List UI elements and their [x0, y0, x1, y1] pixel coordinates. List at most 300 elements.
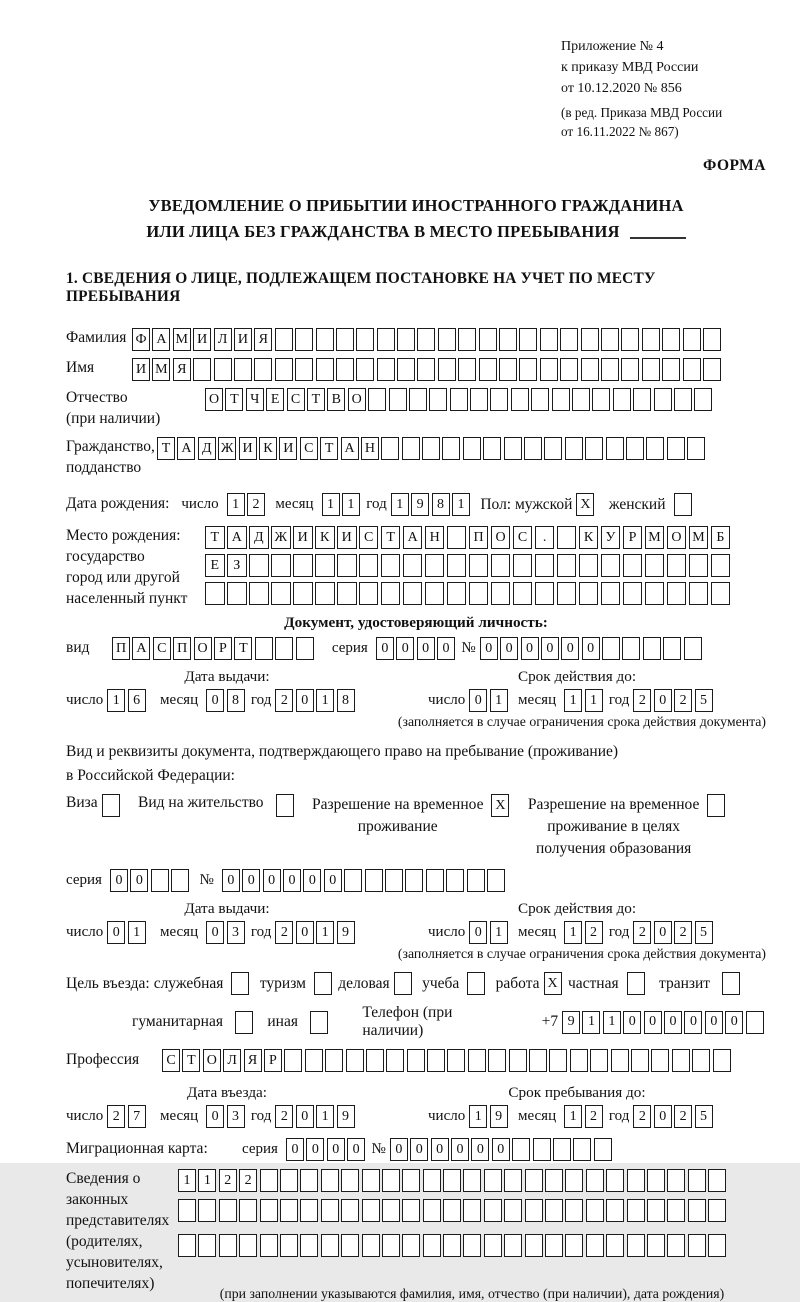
- char-cell[interactable]: [553, 1138, 571, 1161]
- char-cell[interactable]: Л: [214, 328, 232, 351]
- char-cell[interactable]: X: [544, 972, 562, 995]
- char-cell[interactable]: [490, 388, 508, 411]
- char-cell[interactable]: Т: [234, 637, 252, 660]
- char-cell[interactable]: [545, 1169, 563, 1192]
- char-cell[interactable]: [667, 1234, 685, 1257]
- char-cell[interactable]: П: [173, 637, 191, 660]
- char-cell[interactable]: [687, 437, 705, 460]
- char-cell[interactable]: 1: [128, 921, 146, 944]
- char-cell[interactable]: [151, 869, 169, 892]
- char-cell[interactable]: [529, 1049, 547, 1072]
- char-cell[interactable]: 5: [695, 1105, 713, 1128]
- char-cell[interactable]: [689, 554, 709, 577]
- char-cell[interactable]: [540, 358, 558, 381]
- char-cell[interactable]: [443, 1199, 461, 1222]
- char-cell[interactable]: [341, 1234, 359, 1257]
- char-cell[interactable]: [688, 1234, 706, 1257]
- char-cell[interactable]: 0: [206, 1105, 224, 1128]
- char-cell[interactable]: 0: [644, 1011, 662, 1034]
- char-cell[interactable]: 1: [342, 493, 360, 516]
- char-cell[interactable]: [651, 1049, 669, 1072]
- char-cell[interactable]: [557, 526, 577, 549]
- char-cell[interactable]: [581, 358, 599, 381]
- char-cell[interactable]: [362, 1169, 380, 1192]
- char-cell[interactable]: 3: [227, 1105, 245, 1128]
- char-cell[interactable]: [402, 1199, 420, 1222]
- char-cell[interactable]: 0: [206, 689, 224, 712]
- char-cell[interactable]: [365, 869, 383, 892]
- char-cell[interactable]: [672, 1049, 690, 1072]
- char-cell[interactable]: [525, 1199, 543, 1222]
- char-cell[interactable]: [512, 1138, 530, 1161]
- char-cell[interactable]: Н: [361, 437, 379, 460]
- char-cell[interactable]: 0: [130, 869, 148, 892]
- char-cell[interactable]: [535, 554, 555, 577]
- char-cell[interactable]: 0: [222, 869, 240, 892]
- char-cell[interactable]: [423, 1169, 441, 1192]
- char-cell[interactable]: [606, 1199, 624, 1222]
- char-cell[interactable]: [622, 637, 640, 660]
- char-cell[interactable]: [545, 1234, 563, 1257]
- char-cell[interactable]: [276, 794, 294, 817]
- char-cell[interactable]: [315, 582, 335, 605]
- char-cell[interactable]: 7: [128, 1105, 146, 1128]
- char-cell[interactable]: [711, 554, 731, 577]
- char-cell[interactable]: [271, 554, 291, 577]
- char-cell[interactable]: [295, 358, 313, 381]
- char-cell[interactable]: 0: [623, 1011, 641, 1034]
- char-cell[interactable]: Ф: [132, 328, 150, 351]
- char-cell[interactable]: О: [194, 637, 212, 660]
- char-cell[interactable]: [193, 358, 211, 381]
- char-cell[interactable]: [359, 582, 379, 605]
- char-cell[interactable]: [463, 1199, 481, 1222]
- char-cell[interactable]: З: [227, 554, 247, 577]
- char-cell[interactable]: 1: [564, 689, 582, 712]
- char-cell[interactable]: [249, 554, 269, 577]
- char-cell[interactable]: 5: [695, 921, 713, 944]
- char-cell[interactable]: [667, 437, 685, 460]
- char-cell[interactable]: [346, 1049, 364, 1072]
- char-cell[interactable]: [581, 328, 599, 351]
- char-cell[interactable]: [344, 869, 362, 892]
- char-cell[interactable]: М: [645, 526, 665, 549]
- char-cell[interactable]: М: [152, 358, 170, 381]
- char-cell[interactable]: [483, 437, 501, 460]
- char-cell[interactable]: [621, 358, 639, 381]
- char-cell[interactable]: [586, 1234, 604, 1257]
- char-cell[interactable]: 2: [674, 689, 692, 712]
- char-cell[interactable]: [447, 582, 467, 605]
- char-cell[interactable]: [102, 794, 120, 817]
- char-cell[interactable]: И: [193, 328, 211, 351]
- char-cell[interactable]: [362, 1234, 380, 1257]
- char-cell[interactable]: 2: [633, 1105, 651, 1128]
- char-cell[interactable]: [606, 1234, 624, 1257]
- char-cell[interactable]: [692, 1049, 710, 1072]
- char-cell[interactable]: 0: [306, 1138, 324, 1161]
- char-cell[interactable]: [621, 328, 639, 351]
- char-cell[interactable]: 0: [390, 1138, 408, 1161]
- char-cell[interactable]: [513, 582, 533, 605]
- char-cell[interactable]: 2: [633, 689, 651, 712]
- char-cell[interactable]: [708, 1234, 726, 1257]
- char-cell[interactable]: [407, 1049, 425, 1072]
- char-cell[interactable]: С: [359, 526, 379, 549]
- char-cell[interactable]: 2: [239, 1169, 257, 1192]
- char-cell[interactable]: О: [667, 526, 687, 549]
- char-cell[interactable]: 0: [296, 1105, 314, 1128]
- char-cell[interactable]: [443, 1234, 461, 1257]
- char-cell[interactable]: [249, 582, 269, 605]
- char-cell[interactable]: [467, 972, 485, 995]
- char-cell[interactable]: 0: [324, 869, 342, 892]
- char-cell[interactable]: [429, 388, 447, 411]
- char-cell[interactable]: [239, 1199, 257, 1222]
- char-cell[interactable]: [321, 1234, 339, 1257]
- char-cell[interactable]: Т: [157, 437, 175, 460]
- char-cell[interactable]: 0: [296, 689, 314, 712]
- char-cell[interactable]: 1: [322, 493, 340, 516]
- char-cell[interactable]: [397, 328, 415, 351]
- char-cell[interactable]: [531, 388, 549, 411]
- char-cell[interactable]: 1: [316, 1105, 334, 1128]
- char-cell[interactable]: У: [601, 526, 621, 549]
- char-cell[interactable]: [382, 1199, 400, 1222]
- char-cell[interactable]: [310, 1011, 328, 1034]
- char-cell[interactable]: Е: [205, 554, 225, 577]
- char-cell[interactable]: [565, 1234, 583, 1257]
- char-cell[interactable]: [647, 1234, 665, 1257]
- char-cell[interactable]: [280, 1199, 298, 1222]
- char-cell[interactable]: [425, 554, 445, 577]
- char-cell[interactable]: 0: [410, 1138, 428, 1161]
- char-cell[interactable]: [467, 869, 485, 892]
- char-cell[interactable]: 1: [490, 921, 508, 944]
- char-cell[interactable]: [484, 1199, 502, 1222]
- char-cell[interactable]: [586, 1169, 604, 1192]
- char-cell[interactable]: 1: [107, 689, 125, 712]
- char-cell[interactable]: [402, 1169, 420, 1192]
- char-cell[interactable]: Т: [320, 437, 338, 460]
- char-cell[interactable]: [231, 972, 249, 995]
- char-cell[interactable]: [325, 1049, 343, 1072]
- char-cell[interactable]: [545, 1199, 563, 1222]
- char-cell[interactable]: [602, 637, 620, 660]
- char-cell[interactable]: [260, 1234, 278, 1257]
- char-cell[interactable]: [601, 328, 619, 351]
- char-cell[interactable]: [198, 1234, 216, 1257]
- char-cell[interactable]: [601, 582, 621, 605]
- char-cell[interactable]: 1: [490, 689, 508, 712]
- char-cell[interactable]: [178, 1199, 196, 1222]
- char-cell[interactable]: 0: [303, 869, 321, 892]
- char-cell[interactable]: 8: [432, 493, 450, 516]
- char-cell[interactable]: [552, 388, 570, 411]
- char-cell[interactable]: 2: [107, 1105, 125, 1128]
- char-cell[interactable]: [381, 582, 401, 605]
- char-cell[interactable]: [703, 328, 721, 351]
- char-cell[interactable]: И: [279, 437, 297, 460]
- char-cell[interactable]: [707, 794, 725, 817]
- char-cell[interactable]: [642, 328, 660, 351]
- char-cell[interactable]: [336, 328, 354, 351]
- char-cell[interactable]: 2: [674, 921, 692, 944]
- char-cell[interactable]: [356, 328, 374, 351]
- char-cell[interactable]: [633, 388, 651, 411]
- char-cell[interactable]: [463, 1234, 481, 1257]
- char-cell[interactable]: [239, 1234, 257, 1257]
- char-cell[interactable]: И: [293, 526, 313, 549]
- char-cell[interactable]: 0: [654, 689, 672, 712]
- char-cell[interactable]: 8: [227, 689, 245, 712]
- char-cell[interactable]: 0: [541, 637, 559, 660]
- char-cell[interactable]: X: [576, 493, 594, 516]
- char-cell[interactable]: 0: [417, 637, 435, 660]
- char-cell[interactable]: [560, 328, 578, 351]
- char-cell[interactable]: [198, 1199, 216, 1222]
- char-cell[interactable]: 0: [561, 637, 579, 660]
- char-cell[interactable]: 0: [654, 1105, 672, 1128]
- char-cell[interactable]: [394, 972, 412, 995]
- char-cell[interactable]: [362, 1199, 380, 1222]
- char-cell[interactable]: [499, 358, 517, 381]
- char-cell[interactable]: [293, 582, 313, 605]
- char-cell[interactable]: [684, 637, 702, 660]
- char-cell[interactable]: А: [341, 437, 359, 460]
- char-cell[interactable]: [359, 554, 379, 577]
- char-cell[interactable]: [417, 328, 435, 351]
- char-cell[interactable]: [296, 637, 314, 660]
- char-cell[interactable]: Т: [182, 1049, 200, 1072]
- char-cell[interactable]: [519, 358, 537, 381]
- char-cell[interactable]: [284, 1049, 302, 1072]
- char-cell[interactable]: [280, 1234, 298, 1257]
- char-cell[interactable]: 2: [275, 1105, 293, 1128]
- char-cell[interactable]: [511, 388, 529, 411]
- char-cell[interactable]: [336, 358, 354, 381]
- char-cell[interactable]: [214, 358, 232, 381]
- char-cell[interactable]: X: [491, 794, 509, 817]
- char-cell[interactable]: [601, 554, 621, 577]
- char-cell[interactable]: Т: [225, 388, 243, 411]
- char-cell[interactable]: [300, 1169, 318, 1192]
- char-cell[interactable]: [667, 554, 687, 577]
- char-cell[interactable]: С: [300, 437, 318, 460]
- char-cell[interactable]: [402, 1234, 420, 1257]
- char-cell[interactable]: Т: [205, 526, 225, 549]
- char-cell[interactable]: 0: [347, 1138, 365, 1161]
- char-cell[interactable]: 1: [585, 689, 603, 712]
- char-cell[interactable]: 0: [283, 869, 301, 892]
- char-cell[interactable]: [293, 554, 313, 577]
- char-cell[interactable]: 0: [296, 921, 314, 944]
- char-cell[interactable]: [405, 869, 423, 892]
- char-cell[interactable]: [683, 358, 701, 381]
- char-cell[interactable]: [314, 972, 332, 995]
- char-cell[interactable]: 1: [198, 1169, 216, 1192]
- char-cell[interactable]: [708, 1199, 726, 1222]
- char-cell[interactable]: 0: [107, 921, 125, 944]
- char-cell[interactable]: [382, 1169, 400, 1192]
- char-cell[interactable]: Я: [254, 328, 272, 351]
- char-cell[interactable]: [645, 582, 665, 605]
- char-cell[interactable]: [631, 1049, 649, 1072]
- char-cell[interactable]: 2: [674, 1105, 692, 1128]
- char-cell[interactable]: [623, 554, 643, 577]
- char-cell[interactable]: А: [403, 526, 423, 549]
- char-cell[interactable]: 0: [206, 921, 224, 944]
- char-cell[interactable]: [667, 582, 687, 605]
- char-cell[interactable]: 1: [469, 1105, 487, 1128]
- char-cell[interactable]: Д: [198, 437, 216, 460]
- char-cell[interactable]: К: [315, 526, 335, 549]
- char-cell[interactable]: 9: [337, 921, 355, 944]
- char-cell[interactable]: [341, 1199, 359, 1222]
- char-cell[interactable]: [450, 388, 468, 411]
- char-cell[interactable]: [540, 328, 558, 351]
- char-cell[interactable]: 1: [316, 689, 334, 712]
- char-cell[interactable]: 2: [633, 921, 651, 944]
- char-cell[interactable]: [479, 328, 497, 351]
- char-cell[interactable]: [337, 554, 357, 577]
- char-cell[interactable]: О: [491, 526, 511, 549]
- char-cell[interactable]: 0: [110, 869, 128, 892]
- char-cell[interactable]: 1: [603, 1011, 621, 1034]
- char-cell[interactable]: [255, 637, 273, 660]
- char-cell[interactable]: [606, 437, 624, 460]
- char-cell[interactable]: 2: [275, 689, 293, 712]
- char-cell[interactable]: [171, 869, 189, 892]
- char-cell[interactable]: [590, 1049, 608, 1072]
- char-cell[interactable]: А: [227, 526, 247, 549]
- char-cell[interactable]: [525, 1234, 543, 1257]
- char-cell[interactable]: [513, 554, 533, 577]
- char-cell[interactable]: [579, 554, 599, 577]
- char-cell[interactable]: 0: [521, 637, 539, 660]
- char-cell[interactable]: [645, 554, 665, 577]
- char-cell[interactable]: [592, 388, 610, 411]
- char-cell[interactable]: [504, 1234, 522, 1257]
- char-cell[interactable]: [260, 1169, 278, 1192]
- char-cell[interactable]: [662, 358, 680, 381]
- char-cell[interactable]: [442, 437, 460, 460]
- char-cell[interactable]: 0: [469, 921, 487, 944]
- char-cell[interactable]: 0: [500, 637, 518, 660]
- char-cell[interactable]: [409, 388, 427, 411]
- char-cell[interactable]: [315, 554, 335, 577]
- char-cell[interactable]: Л: [223, 1049, 241, 1072]
- char-cell[interactable]: 1: [564, 1105, 582, 1128]
- char-cell[interactable]: [549, 1049, 567, 1072]
- char-cell[interactable]: [627, 1234, 645, 1257]
- char-cell[interactable]: 0: [286, 1138, 304, 1161]
- char-cell[interactable]: [484, 1169, 502, 1192]
- char-cell[interactable]: [674, 493, 692, 516]
- char-cell[interactable]: Р: [623, 526, 643, 549]
- char-cell[interactable]: [711, 582, 731, 605]
- char-cell[interactable]: [688, 1199, 706, 1222]
- char-cell[interactable]: [382, 1234, 400, 1257]
- char-cell[interactable]: [585, 437, 603, 460]
- char-cell[interactable]: [627, 1169, 645, 1192]
- char-cell[interactable]: .: [535, 526, 555, 549]
- char-cell[interactable]: [417, 358, 435, 381]
- char-cell[interactable]: 9: [337, 1105, 355, 1128]
- char-cell[interactable]: [254, 358, 272, 381]
- char-cell[interactable]: К: [579, 526, 599, 549]
- char-cell[interactable]: 9: [411, 493, 429, 516]
- char-cell[interactable]: [613, 388, 631, 411]
- char-cell[interactable]: 3: [227, 921, 245, 944]
- char-cell[interactable]: 0: [376, 637, 394, 660]
- char-cell[interactable]: [586, 1199, 604, 1222]
- char-cell[interactable]: 0: [480, 637, 498, 660]
- char-cell[interactable]: [487, 869, 505, 892]
- char-cell[interactable]: [504, 437, 522, 460]
- char-cell[interactable]: [427, 1049, 445, 1072]
- char-cell[interactable]: [227, 582, 247, 605]
- char-cell[interactable]: 2: [219, 1169, 237, 1192]
- char-cell[interactable]: [484, 1234, 502, 1257]
- char-cell[interactable]: [509, 1049, 527, 1072]
- char-cell[interactable]: 2: [247, 493, 265, 516]
- char-cell[interactable]: О: [348, 388, 366, 411]
- char-cell[interactable]: [447, 554, 467, 577]
- char-cell[interactable]: 1: [582, 1011, 600, 1034]
- char-cell[interactable]: [662, 328, 680, 351]
- char-cell[interactable]: 2: [275, 921, 293, 944]
- char-cell[interactable]: [425, 582, 445, 605]
- char-cell[interactable]: И: [234, 328, 252, 351]
- char-cell[interactable]: [626, 437, 644, 460]
- char-cell[interactable]: [565, 1169, 583, 1192]
- char-cell[interactable]: Я: [173, 358, 191, 381]
- char-cell[interactable]: [403, 554, 423, 577]
- char-cell[interactable]: [606, 1169, 624, 1192]
- char-cell[interactable]: [627, 1199, 645, 1222]
- char-cell[interactable]: 2: [585, 921, 603, 944]
- char-cell[interactable]: Ч: [246, 388, 264, 411]
- char-cell[interactable]: [438, 328, 456, 351]
- char-cell[interactable]: [647, 1199, 665, 1222]
- char-cell[interactable]: А: [152, 328, 170, 351]
- char-cell[interactable]: [321, 1199, 339, 1222]
- char-cell[interactable]: [479, 358, 497, 381]
- char-cell[interactable]: [623, 582, 643, 605]
- char-cell[interactable]: 5: [695, 689, 713, 712]
- char-cell[interactable]: Я: [244, 1049, 262, 1072]
- char-cell[interactable]: [316, 358, 334, 381]
- char-cell[interactable]: [463, 1169, 481, 1192]
- char-cell[interactable]: [565, 437, 583, 460]
- char-cell[interactable]: [260, 1199, 278, 1222]
- char-cell[interactable]: [305, 1049, 323, 1072]
- char-cell[interactable]: С: [153, 637, 171, 660]
- char-cell[interactable]: [544, 437, 562, 460]
- char-cell[interactable]: [337, 582, 357, 605]
- char-cell[interactable]: [275, 637, 293, 660]
- char-cell[interactable]: И: [132, 358, 150, 381]
- char-cell[interactable]: [525, 1169, 543, 1192]
- char-cell[interactable]: [300, 1199, 318, 1222]
- char-cell[interactable]: [397, 358, 415, 381]
- char-cell[interactable]: [469, 554, 489, 577]
- char-cell[interactable]: И: [239, 437, 257, 460]
- char-cell[interactable]: [667, 1169, 685, 1192]
- char-cell[interactable]: [674, 388, 692, 411]
- char-cell[interactable]: [341, 1169, 359, 1192]
